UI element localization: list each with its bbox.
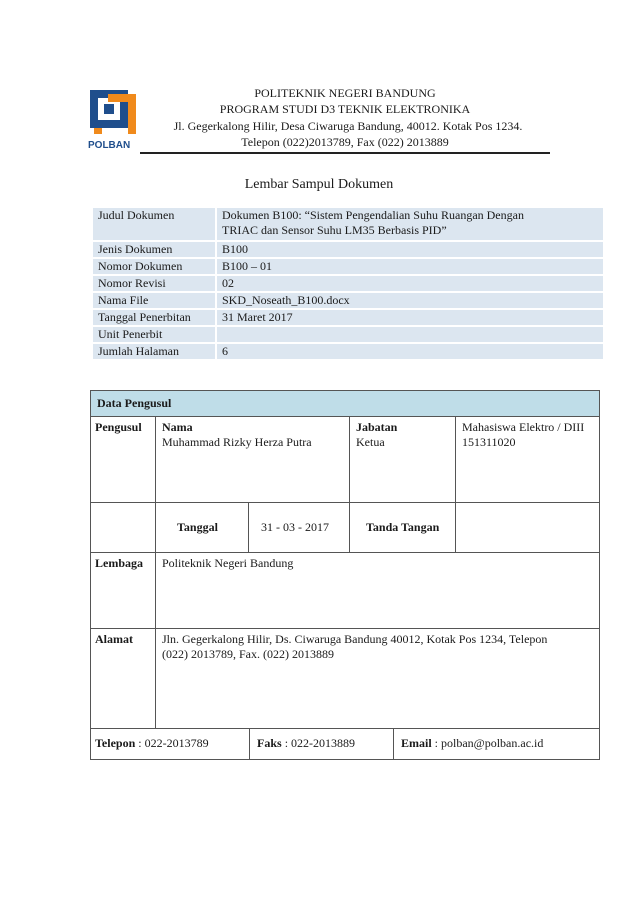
- table-row: [93, 344, 603, 359]
- col-divider: [155, 416, 156, 502]
- col-divider: [155, 552, 156, 728]
- col-divider: [349, 502, 350, 552]
- row-divider: [91, 552, 599, 553]
- table-row: [93, 327, 603, 342]
- section-title: Data Pengusul: [91, 391, 599, 416]
- status-line-2: 151311020: [462, 435, 516, 449]
- email-field: [401, 736, 543, 751]
- jabatan-label: Jabatan: [356, 420, 398, 434]
- row-key: Jumlah Halaman: [93, 344, 215, 359]
- lembaga-value: Politeknik Negeri Bandung: [162, 556, 294, 570]
- row-divider: [91, 416, 599, 417]
- header-divider: [140, 152, 550, 154]
- col-divider: [249, 728, 250, 759]
- header-phone: Telepon (022)2013789, Fax (022) 2013889: [241, 135, 449, 149]
- table-row: [93, 208, 603, 240]
- alamat-label: Alamat: [95, 632, 133, 646]
- table-row: [93, 242, 603, 257]
- row-value: 6: [215, 344, 603, 359]
- document-info-table: [93, 206, 603, 361]
- telepon-field: [95, 736, 209, 751]
- alamat-line-2: (022) 2013789, Fax. (022) 2013889: [162, 647, 334, 661]
- col-divider: [349, 416, 350, 502]
- row-value: [215, 327, 603, 342]
- row-value: SKD_Noseath_B100.docx: [215, 293, 603, 308]
- pengusul-label: Pengusul: [95, 420, 142, 434]
- alamat-line-1: Jln. Gegerkalong Hilir, Ds. Ciwaruga Bandung 40012, Kotak Pos 1234, Telepon: [162, 632, 548, 646]
- col-divider: [155, 502, 156, 552]
- telepon-value: : 022-2013789: [135, 736, 209, 750]
- page-title: Lembar Sampul Dokumen: [244, 177, 394, 192]
- telepon-label: Telepon: [95, 736, 136, 750]
- nama-label: Nama: [162, 420, 193, 434]
- nama-value: Muhammad Rizky Herza Putra: [162, 435, 312, 449]
- polban-logo-icon: [88, 88, 144, 154]
- table-row: [93, 276, 603, 291]
- header-address: Jl. Gegerkalong Hilir, Desa Ciwaruga Bandung, 40012. Kotak Pos 1234.: [173, 119, 523, 133]
- row-divider: [91, 728, 599, 729]
- col-divider: [248, 502, 249, 552]
- judul-line-2: TRIAC dan Sensor Suhu LM35 Berbasis PID”: [222, 223, 447, 237]
- row-key: Tanggal Penerbitan: [93, 310, 215, 325]
- table-row: [93, 310, 603, 325]
- faks-label: Faks: [257, 736, 282, 750]
- row-key: Nomor Revisi: [93, 276, 215, 291]
- email-value: : polban@polban.ac.id: [431, 736, 544, 750]
- email-label: Email: [401, 736, 432, 750]
- row-key: Nomor Dokumen: [93, 259, 215, 274]
- row-value: [215, 208, 603, 240]
- row-key: Judul Dokumen: [93, 208, 215, 240]
- header-program: PROGRAM STUDI D3 TEKNIK ELEKTRONIKA: [219, 102, 471, 116]
- row-value: 31 Maret 2017: [215, 310, 603, 325]
- row-divider: [91, 628, 599, 629]
- row-value: B100: [215, 242, 603, 257]
- row-value: B100 – 01: [215, 259, 603, 274]
- tanggal-label: Tanggal: [177, 520, 218, 534]
- tanggal-value: 31 - 03 - 2017: [261, 520, 329, 534]
- header-institution: POLITEKNIK NEGERI BANDUNG: [254, 86, 436, 100]
- logo-text: POLBAN: [88, 140, 131, 151]
- col-divider: [455, 416, 456, 502]
- col-divider: [393, 728, 394, 759]
- status-line-1: Mahasiswa Elektro / DIII: [462, 420, 585, 434]
- signature-field[interactable]: [456, 503, 598, 551]
- table-row: [93, 259, 603, 274]
- row-value: 02: [215, 276, 603, 291]
- row-key: Unit Penerbit: [93, 327, 215, 342]
- jabatan-value: Ketua: [356, 435, 385, 449]
- pengusul-table: [90, 390, 600, 760]
- faks-field: [257, 736, 355, 751]
- judul-line-1: Dokumen B100: “Sistem Pengendalian Suhu Ruangan Dengan: [222, 208, 524, 222]
- row-key: Jenis Dokumen: [93, 242, 215, 257]
- lembaga-label: Lembaga: [95, 556, 143, 570]
- tanda-tangan-label: Tanda Tangan: [366, 520, 440, 534]
- table-row: [93, 293, 603, 308]
- faks-value: : 022-2013889: [281, 736, 356, 750]
- row-key: Nama File: [93, 293, 215, 308]
